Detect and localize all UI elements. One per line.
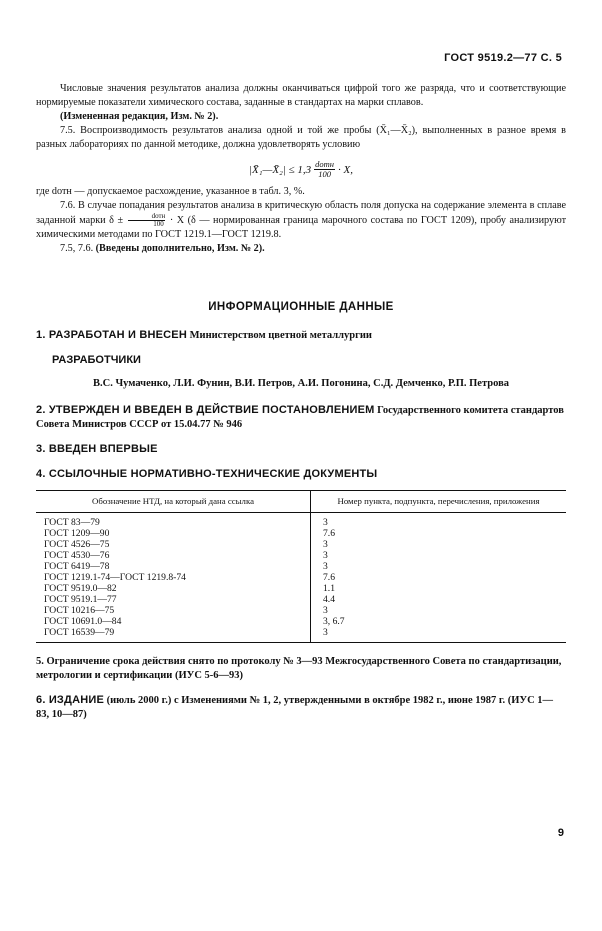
- info-item-2-caps: 2. УТВЕРЖДЕН И ВВЕДЕН В ДЕЙСТВИЕ ПОСТАНОВЛЕНИЕМ: [36, 404, 375, 416]
- table-cell-document: ГОСТ 6419—78: [36, 561, 311, 572]
- table-cell-document: ГОСТ 1219.1-74—ГОСТ 1219.8-74: [36, 572, 311, 583]
- table-row: [36, 550, 566, 561]
- table-cell-clause: 3: [323, 539, 328, 550]
- paragraph-7-6: [36, 199, 566, 242]
- table-row: [36, 594, 566, 605]
- info-item-6: [36, 693, 566, 722]
- info-item-2: [36, 403, 566, 432]
- table-cell-clause: 3: [323, 561, 328, 572]
- table-header-document: Обозначение НТД, на который дана ссылка: [36, 491, 311, 513]
- table-cell-document: ГОСТ 9519.1—77: [36, 594, 311, 605]
- inline-fraction-numerator: dотн: [128, 213, 166, 221]
- reproducibility-formula: [36, 160, 566, 179]
- table-cell-document: ГОСТ 9519.0—82: [36, 583, 311, 594]
- amendment-note-2-text: (Введены дополнительно, Изм. № 2).: [95, 243, 265, 254]
- info-item-4-text: 4. ССЫЛОЧНЫЕ НОРМАТИВНО-ТЕХНИЧЕСКИЕ ДОКУМЕНТЫ: [36, 468, 378, 480]
- table-row: [36, 605, 566, 616]
- formula-left: |X̄₁—X̄₂| ≤ 1,3: [248, 163, 312, 176]
- formula-denominator: 100: [318, 169, 331, 179]
- table-cell-document: ГОСТ 83—79: [36, 513, 311, 529]
- table-cell-clause: 3: [323, 550, 328, 561]
- paragraph-numeric-values: Числовые значения результатов анализа должны оканчиваться цифрой того же разряда, что и соответствующие нормируемые показатели химического состава, заданные в стандартах на марки сплавов.: [36, 83, 566, 108]
- table-cell-clause: 3: [323, 605, 328, 616]
- amendment-note-2-clauses: 7.5, 7.6.: [60, 243, 94, 254]
- table-row: [36, 513, 566, 529]
- table-body: [36, 513, 566, 643]
- table-cell-clause: 4.4: [323, 594, 335, 605]
- info-item-1-caps: 1. РАЗРАБОТАН И ВНЕСЕН: [36, 329, 187, 341]
- paragraph-7-5: 7.5. Воспроизводимость результатов анализа одной и той же пробы (X̄₁—X̄₂), выполненных в разное время в разных лабораториях по данной методике, должна удовлетворять условию: [36, 125, 566, 150]
- table-cell-clause: 1.1: [323, 583, 335, 594]
- table-row: [36, 583, 566, 594]
- table-header-row: [36, 491, 566, 513]
- table-cell-clause: 7.6: [323, 572, 335, 583]
- amendment-note-2: [36, 242, 566, 256]
- table-cell-clause: 3: [311, 627, 567, 643]
- table-cell-document: ГОСТ 10216—75: [36, 605, 311, 616]
- table-cell-document: ГОСТ 4530—76: [36, 550, 311, 561]
- info-item-3: [36, 442, 566, 457]
- formula-numerator: dотн: [315, 159, 335, 169]
- paragraph-7-6-start: 7.6. В случае попадания результатов анализа в критическую область поля допуска на содержание элемента в сплаве заданной марки δ ±: [36, 200, 566, 226]
- table-cell-document: ГОСТ 4526—75: [36, 539, 311, 550]
- amendment-note-1: (Измененная редакция, Изм. № 2).: [60, 111, 219, 122]
- info-item-6-text: (июль 2000 г.) с Изменениями № 1, 2, утвержденными в октябре 1982 г., июне 1987 г. (ИУС 1—83, 10—87): [36, 695, 554, 720]
- document-body: [36, 82, 566, 732]
- info-section-title: ИНФОРМАЦИОННЫЕ ДАННЫЕ: [208, 301, 394, 313]
- table-header-clause: Номер пункта, подпункта, перечисления, приложения: [311, 491, 567, 513]
- page-header: ГОСТ 9519.2—77 С. 5: [444, 52, 562, 64]
- table-row: [36, 572, 566, 583]
- table-row: [36, 616, 566, 627]
- table-cell-document: ГОСТ 10691.0—84: [36, 616, 311, 627]
- info-item-4: [36, 467, 566, 482]
- info-item-5: 5. Ограничение срока действия снято по протоколу № 3—93 Межгосударственного Совета по стандартизации, метрологии и сертификации (ИУС 5-6—93): [36, 656, 562, 681]
- table-cell-clause: 3: [323, 517, 328, 528]
- table-row: [36, 561, 566, 572]
- inline-fraction-denominator: 100: [153, 220, 164, 228]
- info-item-1: [36, 328, 566, 343]
- formula-right: · X,: [338, 163, 354, 176]
- info-item-3-text: 3. ВВЕДЕН ВПЕРВЫЕ: [36, 443, 158, 455]
- developers-title: РАЗРАБОТЧИКИ: [52, 354, 141, 366]
- table-cell-clause: 7.6: [323, 528, 335, 539]
- table-row: [36, 539, 566, 550]
- info-item-6-caps: 6. ИЗДАНИЕ: [36, 694, 104, 706]
- paragraph-7-6-end: · X (δ — нормированная граница марочного состава по ГОСТ 1209), пробу анализируют химическими методами по ГОСТ 1219.1—ГОСТ 1219.8.: [36, 214, 567, 240]
- info-item-2-text: Государственного комитета стандартов Совета Министров СССР от 15.04.77 № 946: [36, 405, 564, 430]
- inline-fraction: [128, 213, 166, 228]
- formula-fraction: [314, 160, 335, 179]
- reference-documents-table: [36, 490, 566, 643]
- table-cell-document: ГОСТ 1209—90: [36, 528, 311, 539]
- table-row: [36, 627, 566, 643]
- table-row: [36, 528, 566, 539]
- paragraph-where: где dотн — допускаемое расхождение, указанное в табл. 3, %.: [36, 186, 305, 197]
- page-number: 9: [557, 827, 564, 839]
- info-item-1-text: Министерством цветной металлургии: [189, 330, 372, 341]
- table-cell-document: ГОСТ 16539—79: [36, 627, 311, 643]
- developers-names: В.С. Чумаченко, Л.И. Фунин, В.И. Петров, А.И. Погонина, С.Д. Демченко, Р.П. Петрова: [92, 378, 510, 389]
- table-cell-clause: 3, 6.7: [323, 616, 345, 627]
